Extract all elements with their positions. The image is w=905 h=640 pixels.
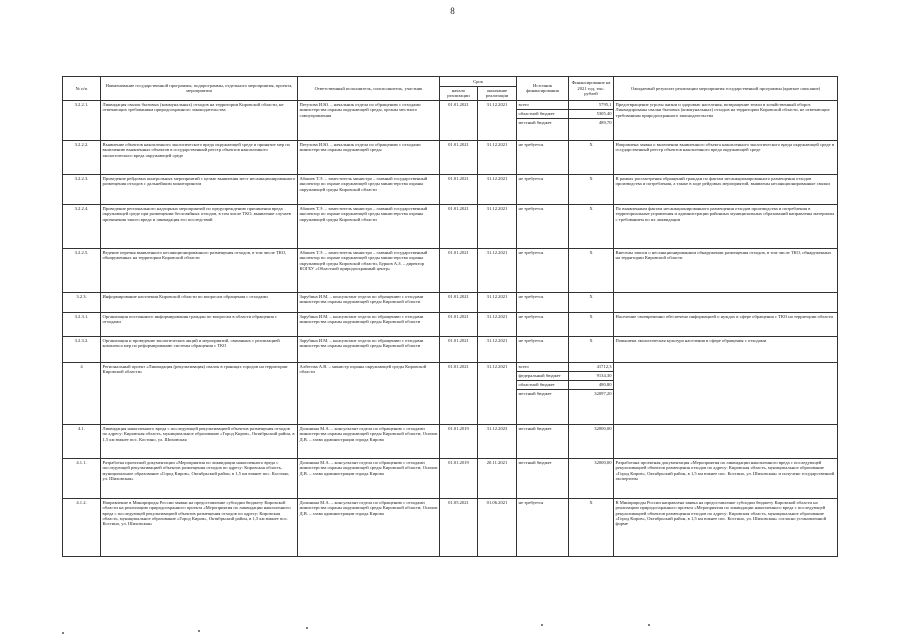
scan-mark	[198, 630, 200, 632]
cell-name: Ликвидация свалок бытовых (коммунальных) отходов на территории Кировской области, не отвечающих требованиям природоохранного законодательства	[101, 100, 298, 140]
table-row	[63, 292, 838, 312]
header-source: Источник финансирования	[517, 77, 569, 101]
cell-source	[517, 100, 569, 140]
scan-mark	[306, 627, 308, 629]
cell-result: В Минприроды России направлена заявка на предоставление субсидии бюджету Кировской области на реализацию природоохранного проекта «Мероприятия по ликвидации накопленного вреда с последующей рекультивацией объектов размещения отходов по адресу: Кировская область, муниципальное образование «Город Киров», Октябрьский район, в 1,5 км южнее пос. Костино, ул. Шиховская» согласно установленной форме	[614, 498, 838, 556]
table-row	[63, 140, 838, 174]
cell-end: 01.06.2021	[478, 498, 517, 556]
header-start: начало реализации	[440, 87, 478, 101]
header-amount: Финансирование на 2021 год, тыс. рублей	[569, 77, 614, 101]
source-line: не требуется	[518, 313, 544, 319]
amount-line: 32097,20	[594, 390, 612, 396]
table-body	[63, 100, 838, 556]
header-responsible: Ответственный исполнитель, соисполнитель, участник	[298, 77, 440, 101]
cell-start: 01.01.2021	[440, 336, 478, 362]
cell-end: 31.12.2021	[478, 248, 517, 292]
cell-amount	[569, 204, 614, 248]
cell-end: 31.12.2021	[478, 312, 517, 336]
amount-line: 41712,3	[569, 363, 613, 372]
cell-name: Организация постоянного информирования граждан по вопросам в области обращения с отходами	[101, 312, 298, 336]
cell-source	[517, 248, 569, 292]
cell-result	[614, 362, 838, 424]
amount-line: Х	[589, 499, 593, 505]
cell-responsible: Петухова И.Ю. – начальник отдела по обращению с отходами министерства охраны окружающей среды	[298, 140, 440, 174]
amount-line: Х	[589, 249, 593, 255]
cell-responsible: Албегова А.В. – министр охраны окружающей среды Кировской области	[298, 362, 440, 424]
header-result: Ожидаемый результат реализации мероприятия государственной программы (краткое описание)	[614, 77, 838, 101]
amount-line: 489,70	[598, 119, 612, 125]
table-row	[63, 312, 838, 336]
cell-end: 31.12.2021	[478, 204, 517, 248]
page-number: 8	[450, 6, 455, 16]
cell-responsible: Долинина М.А. – консультант отдела по обращению с отходами министерства охраны окружающей среды Кировской области; Осипов Д.В. – глава администрации города Кирова	[298, 424, 440, 458]
cell-amount	[569, 174, 614, 204]
scan-mark	[62, 632, 64, 634]
cell-responsible: Абашев Т.Э. – заместитель министра – главный государственный инспектор по охране окружающей среды министерства охраны окружающей среды Кировской области	[298, 204, 440, 248]
cell-source	[517, 174, 569, 204]
scan-mark	[541, 624, 543, 626]
cell-result: Повышена экологическая культура населения в сфере обращения с отходами	[614, 336, 838, 362]
cell-result: Внесены записи о несанкционированном обнаружении размещения отходов, в том числе ТКО, обнаруженных на территории Кировской области	[614, 248, 838, 292]
cell-amount	[569, 248, 614, 292]
cell-end: 20.11.2021	[478, 458, 517, 498]
cell-source	[517, 362, 569, 424]
cell-amount	[569, 498, 614, 556]
cell-num: 3.2.2.4.	[63, 204, 101, 248]
source-line: местный бюджет	[518, 459, 552, 465]
cell-amount	[569, 424, 614, 458]
cell-result: Направлена заявка о включении выявленного объекта накопленного экологического вреда окружающей среде в государственный реестр объектов накопленного вреда окружающей среде	[614, 140, 838, 174]
table-row	[63, 498, 838, 556]
cell-num: 3.2.2.1.	[63, 100, 101, 140]
cell-name: Направление в Минприроды России заявки на предоставление субсидии бюджету Кировской области на реализацию природоохранного проекта «Мероприятия по ликвидации накопленного вреда с последующей рекультивацией объектов размещения отходов по адресу: Кировская область, муниципальное образование «Город Киров», Октябрьский район, в 1,5 км южнее пос. Костино, ул. Шиховская»	[101, 498, 298, 556]
cell-source	[517, 140, 569, 174]
cell-amount	[569, 100, 614, 140]
cell-amount	[569, 292, 614, 312]
cell-responsible: Абашев Т.Э. – заместитель министра – главный государственный инспектор по охране окружающей среды министерства охраны окружающей среды Кировской области, Бурков А.З. – директор КОГБУ «Областной природоохранный центр»	[298, 248, 440, 292]
cell-source	[517, 204, 569, 248]
amount-line: Х	[589, 175, 593, 181]
amount-line: 5795,1	[569, 101, 613, 110]
amount-line: Х	[589, 293, 593, 299]
cell-responsible: Зарубина И.М. – консультант отдела по обращению с отходами министерства охраны окружающей среды Кировской области	[298, 336, 440, 362]
cell-name: Ведение перечня выявленного несанкционированного размещения отходов, в том числе ТКО, обнаруженных на территории Кировской области	[101, 248, 298, 292]
cell-start: 01.01.2021	[440, 292, 478, 312]
source-line: всего	[517, 363, 568, 372]
cell-name: Региональный проект «Ликвидация (рекультивация) свалок в границах городов на территории Кировской области»	[101, 362, 298, 424]
source-line: не требуется	[518, 175, 544, 181]
table-row	[63, 336, 838, 362]
cell-source	[517, 312, 569, 336]
cell-num: 3.2.2.2.	[63, 140, 101, 174]
source-line: местный бюджет	[518, 425, 552, 431]
cell-start: 01.01.2019	[440, 424, 478, 458]
source-line: федеральный бюджет	[517, 372, 568, 381]
amount-line: Х	[589, 205, 593, 211]
cell-amount	[569, 312, 614, 336]
source-line: не требуется	[518, 205, 544, 211]
header-num: № п/п	[63, 77, 101, 101]
cell-start: 01.01.2021	[440, 312, 478, 336]
table-row	[63, 174, 838, 204]
cell-amount	[569, 336, 614, 362]
cell-source	[517, 336, 569, 362]
amount-line: 32000,00	[594, 425, 612, 431]
source-line: областной бюджет	[517, 110, 568, 119]
cell-start: 01.01.2021	[440, 140, 478, 174]
cell-num: 4.1.	[63, 424, 101, 458]
cell-result: Разработана проектная документация «Мероприятия по ликвидации накопленного вреда с последующей рекультивацией объектов размещения отходов по адресу: Кировская область, муниципальное образование «Город Киров», Октябрьский район, в 1,5 км южнее пос. Костино, ул. Шиховская» и получено государственной экспертизы	[614, 458, 838, 498]
cell-end: 31.12.2021	[478, 336, 517, 362]
cell-amount	[569, 362, 614, 424]
cell-name: Информирование населения Кировской области по вопросам обращения с отходами	[101, 292, 298, 312]
cell-responsible: Зарубина И.М. – консультант отдела по обращению с отходами министерства охраны окружающей среды Кировской области	[298, 292, 440, 312]
cell-start: 01.01.2021	[440, 174, 478, 204]
cell-start: 01.01.2021	[440, 100, 478, 140]
source-line: не требуется	[518, 499, 544, 505]
cell-result: Население своевременно обеспечено информацией о нуждах в сфере обращения с ТКО на территории области	[614, 312, 838, 336]
cell-start: 01.01.2021	[440, 248, 478, 292]
cell-responsible: Долинина М.А. – консультант отдела по обращению с отходами министерства охраны окружающей среды Кировской области; Осипов Д.В. – глава администрации города Кирова	[298, 458, 440, 498]
table-row	[63, 362, 838, 424]
amount-line: 32000,00	[594, 459, 612, 465]
amount-line: Х	[589, 313, 593, 319]
cell-start: 01.01.2019	[440, 458, 478, 498]
cell-num: 4.1.2.	[63, 498, 101, 556]
source-line: не требуется	[518, 141, 544, 147]
cell-num: 3.2.2.5.	[63, 248, 101, 292]
cell-num: 4.1.1.	[63, 458, 101, 498]
cell-num: 4	[63, 362, 101, 424]
cell-source	[517, 292, 569, 312]
amount-line: Х	[589, 141, 593, 147]
cell-end: 31.12.2023	[478, 424, 517, 458]
cell-source	[517, 424, 569, 458]
cell-result	[614, 292, 838, 312]
cell-start: 01.01.2021	[440, 204, 478, 248]
cell-name: Организация и проведение экологических акций и мероприятий, связанных с реализацией комплекса мер по реформированию системы обращения с ТКО	[101, 336, 298, 362]
cell-end: 31.12.2021	[478, 292, 517, 312]
cell-responsible: Долинина М.А. – консультант отдела по обращению с отходами министерства охраны окружающей среды Кировской области; Осипов Д.В. – глава администрации города Кирова	[298, 498, 440, 556]
table-row	[63, 458, 838, 498]
cell-responsible: Петухова И.Ю. – начальник отдела по обращению с отходами министерства охраны окружающей среды, органы местного самоуправления	[298, 100, 440, 140]
table-row	[63, 100, 838, 140]
amount-line: 5305,40	[569, 110, 613, 119]
cell-result: Предотвращение угрозы жизни и здоровью населения, возвращение земли в хозяйственный оборот. Ликвидированы свалки бытовых (коммунальных) отходов на территории Кировской области, не отвечающие требованиям природоохранного законодательства	[614, 100, 838, 140]
cell-responsible: Абашев Т.Э. – заместитель министра – главный государственный инспектор по охране окружающей среды министерства охраны окружающей среды Кировской области	[298, 174, 440, 204]
source-line: не требуется	[518, 337, 544, 343]
cell-name: Выявление объектов накопленного экологического вреда окружающей среде и принятие мер по включению выявленных объектов в государственный реестр объектов накопленного экологического вреда окружающей среде	[101, 140, 298, 174]
cell-source	[517, 458, 569, 498]
table-row	[63, 248, 838, 292]
cell-result	[614, 424, 838, 458]
cell-num: 3.2.3.1.	[63, 312, 101, 336]
cell-num: 3.2.3.2.	[63, 336, 101, 362]
cell-num: 3.2.3.	[63, 292, 101, 312]
header-name: Наименование государственной программы, подпрограммы, отдельного мероприятия, проекта, мероприятия	[101, 77, 298, 101]
source-line: местный бюджет	[518, 119, 552, 125]
source-line: не требуется	[518, 249, 544, 255]
cell-name: Разработка проектной документации «Мероприятия по ликвидации накопленного вреда с последующей рекультивацией объектов размещения отходов по адресу: Кировская область, муниципальное образование «Город Киров», Октябрьский район, в 1,5 км южнее пос. Костино, ул. Шиховская»	[101, 458, 298, 498]
cell-name: Проведение регионального надзорных мероприятий по предупреждению причинения вреда окружающей среде при размещении бесхозяйных отходов, в том числе ТКО, выявление случаев причинения такого вреда и ликвидация его последствий	[101, 204, 298, 248]
source-line: всего	[517, 101, 568, 110]
source-line: местный бюджет	[518, 390, 552, 396]
table-row	[63, 204, 838, 248]
cell-amount	[569, 140, 614, 174]
cell-end: 31.12.2021	[478, 100, 517, 140]
cell-name: Проведение рейдовых контрольных мероприятий с целью выявления мест несанкционированного размещения отходов с дальнейшим мониторингом	[101, 174, 298, 204]
cell-end: 31.12.2021	[478, 174, 517, 204]
header-end: окончание реализации	[478, 87, 517, 101]
source-line: не требуется	[518, 293, 544, 299]
source-line: областной бюджет	[517, 381, 568, 390]
cell-source	[517, 498, 569, 556]
header-term: Срок	[440, 77, 517, 87]
cell-name: Ликвидация накопленного вреда с последующей рекультивацией объектов размещения отходов по адресу: Кировская область, муниципальное образование «Город Киров», Октябрьский район, в 1,5 км южнее пос. Костино, ул. Шиховская	[101, 424, 298, 458]
table-row	[63, 424, 838, 458]
cell-result: В рамках рассмотрения обращений граждан по фактам несанкционированного размещения отходов производства и потребления, а также в ходе рейдовых мероприятий, выявлены несанкционированные свалки	[614, 174, 838, 204]
cell-end: 31.12.2021	[478, 140, 517, 174]
amount-line: Х	[589, 337, 593, 343]
scan-mark	[648, 624, 650, 626]
cell-responsible: Зарубина И.М. – консультант отдела по обращению с отходами министерства охраны окружающей среды Кировской области	[298, 312, 440, 336]
amount-line: 9134,30	[569, 372, 613, 381]
cell-start: 01.01.2021	[440, 362, 478, 424]
program-table	[62, 76, 838, 557]
cell-result: По выявленным фактам несанкционированного размещения отходов производства и потребления в территориальные управления и администрации районных муниципальных образований направлены материалы с требованием по их ликвидации	[614, 204, 838, 248]
amount-line: 480,80	[569, 381, 613, 390]
cell-num: 3.2.2.3.	[63, 174, 101, 204]
cell-start: 01.05.2021	[440, 498, 478, 556]
cell-end: 31.12.2021	[478, 362, 517, 424]
cell-amount	[569, 458, 614, 498]
